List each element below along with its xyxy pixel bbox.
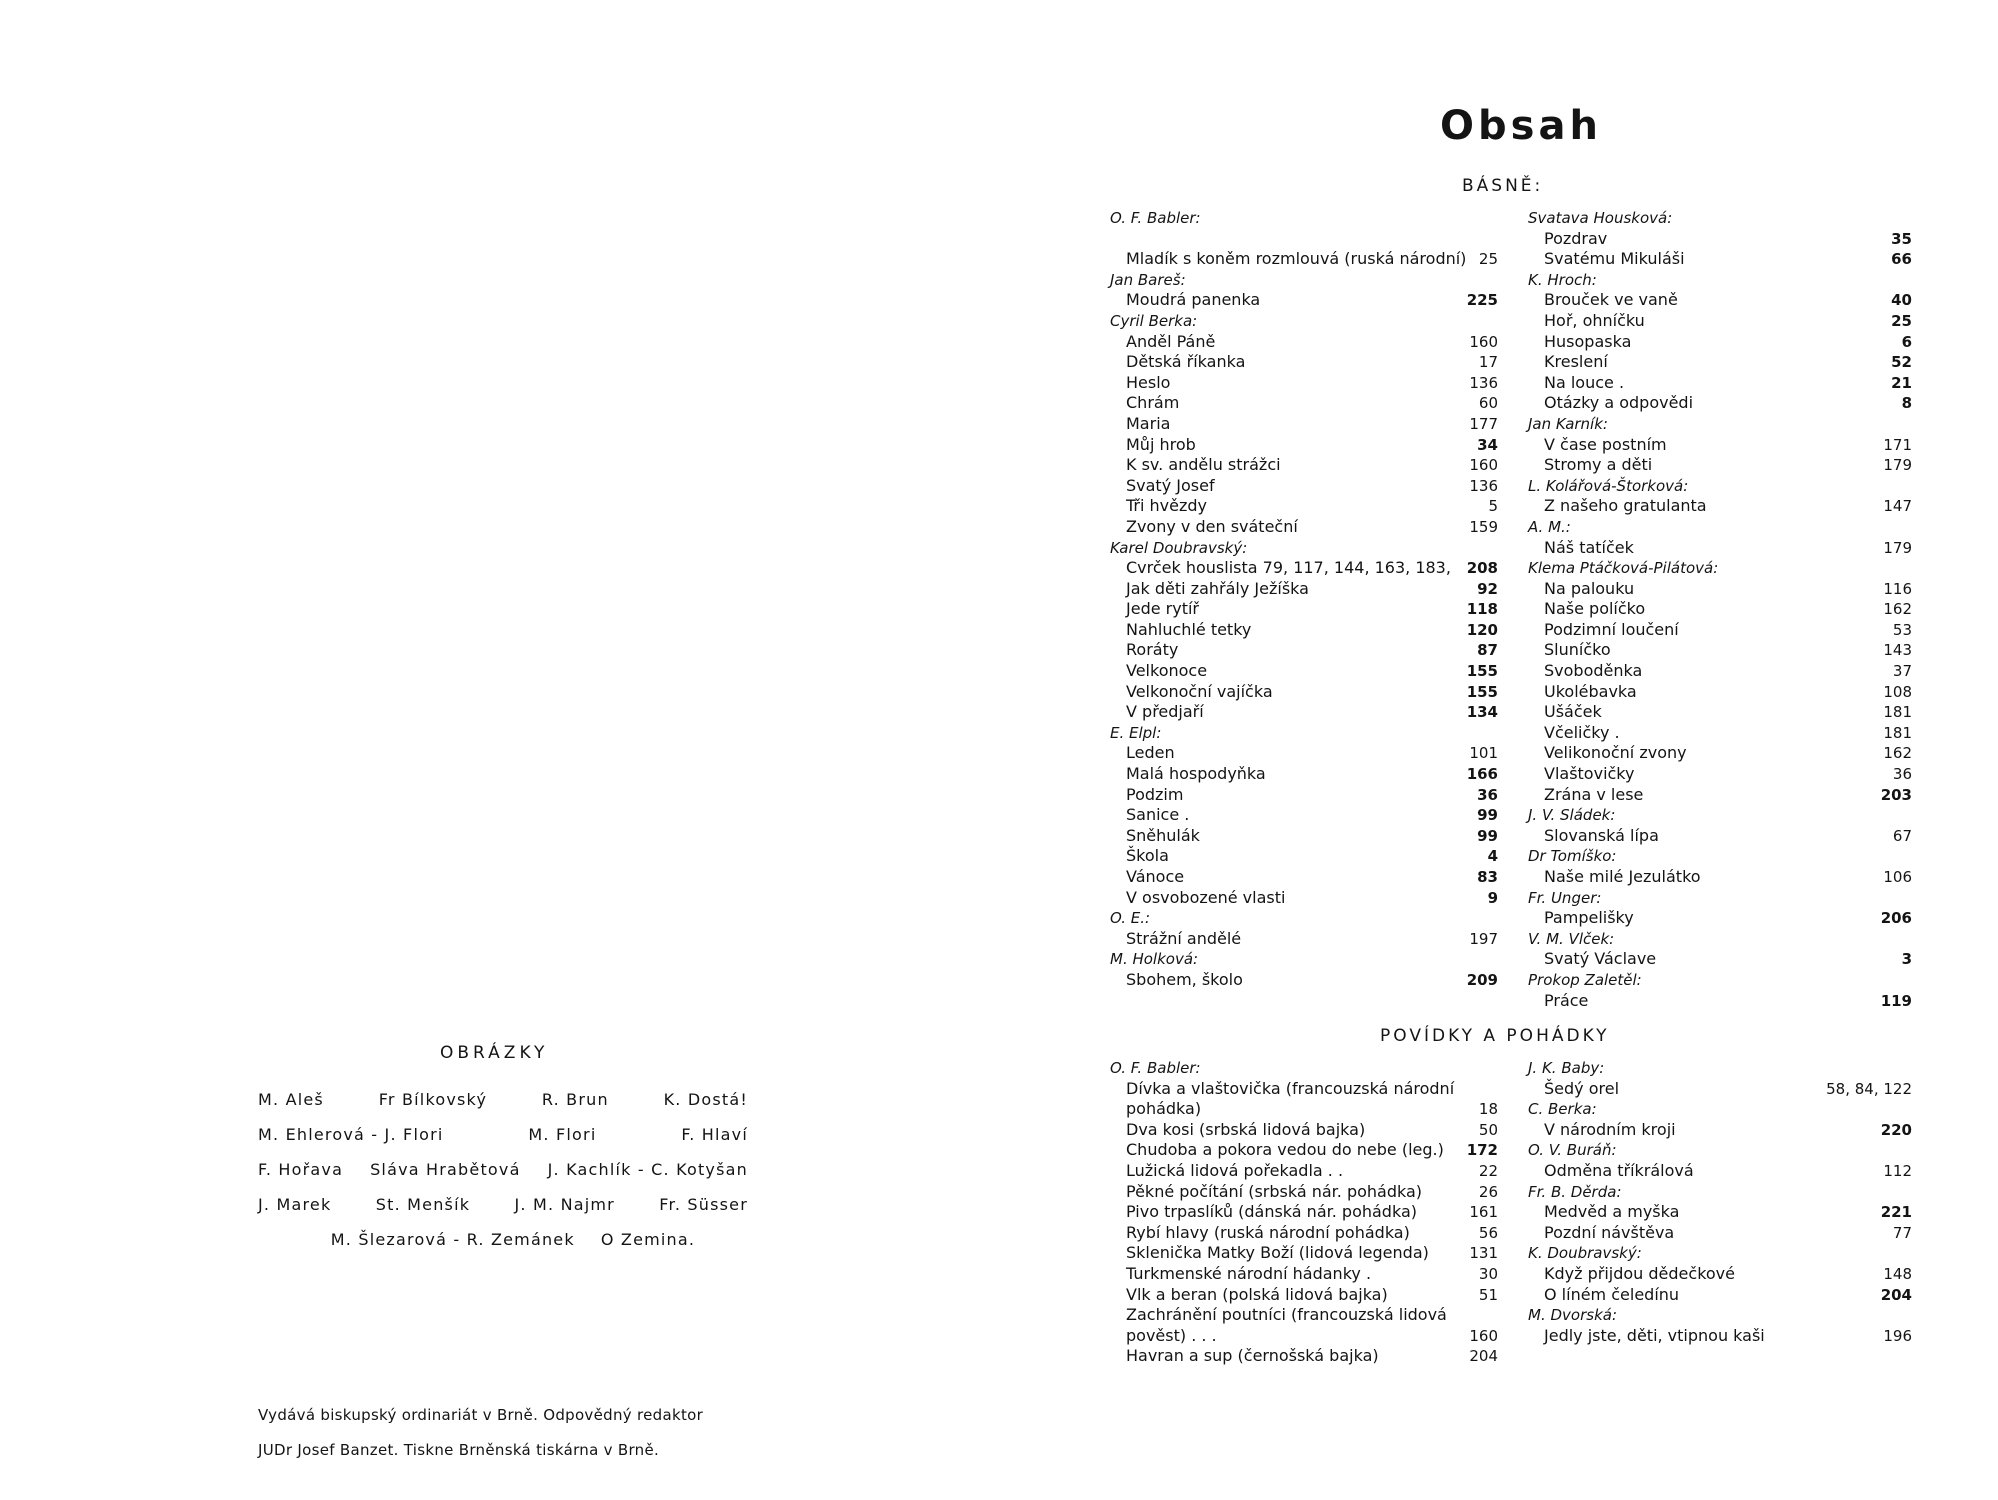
author-name: Fr. B. Děrda: <box>1528 1182 1622 1201</box>
entry-title: Chudoba a pokora vedou do nebe (leg.) <box>1126 1140 1444 1160</box>
entry-title: Vánoce <box>1126 867 1185 886</box>
toc-entry <box>1528 1223 1912 1244</box>
toc-entry <box>1110 1182 1498 1203</box>
entry-title: Vlk a beran (polská lidová bajka) <box>1126 1284 1388 1304</box>
author-name: Cyril Berka: <box>1110 311 1198 330</box>
entry-page: 112 <box>1883 1161 1912 1180</box>
illustrator-name: Fr Bílkovský <box>378 1090 488 1109</box>
entry-title: Pivo trpaslíků (dánská nár. pohádka) <box>1126 1202 1417 1222</box>
illustrator-name: Fr. Süsser <box>659 1195 748 1214</box>
illustrators-row <box>258 1195 748 1230</box>
illustrator-name: O Zemina. <box>600 1230 696 1249</box>
entry-title: Šedý orel <box>1544 1078 1620 1098</box>
entry-page: 25 <box>1891 311 1912 330</box>
illustrator-name: M. Aleš <box>258 1090 324 1109</box>
illustrator-name: F. Hořava <box>258 1160 344 1179</box>
entry-title: O líném čeledínu <box>1544 1284 1680 1304</box>
entry-title: Z našeho gratulanta <box>1544 496 1707 516</box>
entry-page: 40 <box>1891 291 1912 310</box>
imprint-line: JUDr Josef Banzet. Tiskne Brněnská tiskárna v Brně. <box>258 1441 660 1459</box>
toc-entry <box>1528 661 1912 682</box>
illustrator-name: K. Dostá! <box>663 1090 748 1109</box>
entry-page: 3 <box>1901 950 1912 969</box>
entry-title: Svatému Mikuláši <box>1544 249 1685 269</box>
toc-entry <box>1110 702 1498 723</box>
entry-title: Náš tatíček <box>1544 537 1634 557</box>
toc-entry <box>1110 1223 1498 1244</box>
toc-entry <box>1528 1120 1912 1141</box>
author-name: A. M.: <box>1528 517 1571 536</box>
toc-entry <box>1528 702 1912 723</box>
entry-title: Zrána v lese <box>1544 784 1644 804</box>
entry-page: 25 <box>1478 250 1498 269</box>
entry-page: 220 <box>1880 1120 1912 1139</box>
entry-page: 26 <box>1478 1182 1498 1201</box>
illustrator-name: R. Brun <box>541 1090 609 1109</box>
toc-entry <box>1528 908 1912 929</box>
entry-page: 181 <box>1883 703 1912 722</box>
author-name: M. Holková: <box>1110 950 1199 969</box>
toc-entry <box>1528 249 1912 270</box>
toc-entry <box>1528 373 1912 394</box>
toc-entry <box>1110 826 1498 847</box>
toc-entry <box>1528 1264 1912 1285</box>
toc-entry <box>1110 599 1498 620</box>
entry-page: 136 <box>1469 373 1498 392</box>
entry-page: 4 <box>1487 847 1498 866</box>
entry-page: 159 <box>1469 517 1498 536</box>
toc-entry <box>1110 435 1498 456</box>
entry-page: 77 <box>1892 1223 1912 1242</box>
entry-page: 197 <box>1469 929 1498 948</box>
illustrator-name: St. Menšík <box>375 1195 471 1214</box>
toc-entry <box>1110 682 1498 703</box>
entry-page: 143 <box>1883 641 1912 660</box>
entry-title: Heslo <box>1126 372 1171 392</box>
toc-entry <box>1110 1120 1498 1141</box>
entry-page: 66 <box>1891 250 1912 269</box>
toc-entry <box>1528 682 1912 703</box>
illustrator-name: Sláva Hrabětová <box>370 1160 521 1179</box>
entry-page: 131 <box>1469 1244 1498 1263</box>
author-name: J. K. Baby: <box>1528 1059 1605 1077</box>
toc-entry <box>1110 929 1498 950</box>
author-name: K. Doubravský: <box>1528 1244 1642 1263</box>
entry-page: 160 <box>1469 332 1498 351</box>
toc-entry <box>1528 1202 1912 1223</box>
entry-page: 147 <box>1883 497 1912 516</box>
entry-title: Husopaska <box>1544 331 1632 351</box>
entry-page: 171 <box>1883 435 1912 454</box>
entry-page: 148 <box>1883 1264 1912 1283</box>
entry-page: 21 <box>1891 373 1912 392</box>
stories-left-column <box>1110 1058 1498 1367</box>
entry-title: Moudrá panenka <box>1126 290 1261 310</box>
toc-entry <box>1110 229 1498 270</box>
toc-entry <box>1110 414 1498 435</box>
author-name: C. Berka: <box>1528 1100 1597 1119</box>
entry-page: 208 <box>1466 559 1498 578</box>
entry-title: Naše milé Jezulátko <box>1544 867 1701 886</box>
entry-title: Leden <box>1126 743 1175 763</box>
poems-heading: BÁSNĚ: <box>1462 176 1544 196</box>
entry-title: Odměna tříkrálová <box>1544 1160 1694 1180</box>
entry-page: 36 <box>1892 765 1912 784</box>
entry-title: Ušáček <box>1544 702 1602 722</box>
entry-title: Vlaštovičky <box>1544 764 1635 784</box>
author-name: Jan Karník: <box>1528 414 1608 433</box>
toc-entry <box>1110 1161 1498 1182</box>
entry-title: Hoř, ohníčku <box>1544 310 1645 330</box>
entry-page: 17 <box>1478 353 1498 372</box>
imprint-line: Vydává biskupský ordinariát v Brně. Odpovědný redaktor <box>258 1406 704 1424</box>
entry-page: 116 <box>1883 579 1912 598</box>
entry-title: Jede rytíř <box>1126 599 1199 619</box>
entry-page: 99 <box>1477 806 1498 825</box>
entry-title: V čase postním <box>1544 434 1667 454</box>
entry-page: 18 <box>1478 1100 1498 1119</box>
toc-entry <box>1528 455 1912 476</box>
entry-title: Medvěd a myška <box>1544 1202 1680 1222</box>
toc-entry <box>1528 1161 1912 1182</box>
illustrator-name: M. Šlezarová - R. Zemánek <box>330 1230 575 1249</box>
entry-page: 9 <box>1487 888 1498 907</box>
entry-title: Zachránění poutníci (francouzská lidová pověst) . . . <box>1126 1305 1447 1345</box>
entry-page: 108 <box>1883 682 1912 701</box>
entry-title: Pozdní návštěva <box>1544 1222 1675 1242</box>
entry-page: 225 <box>1466 291 1498 310</box>
toc-entry <box>1110 620 1498 641</box>
author-name: Prokop Zaletěl: <box>1528 970 1642 989</box>
entry-page: 35 <box>1891 229 1912 248</box>
entry-title: Dva kosi (srbská lidová bajka) <box>1126 1119 1366 1139</box>
entry-page: 206 <box>1880 909 1912 928</box>
author-name: O. F. Babler: <box>1110 209 1201 227</box>
entry-title: Sklenička Matky Boží (lidová legenda) <box>1126 1243 1429 1263</box>
toc-entry <box>1528 229 1912 250</box>
entry-page: 161 <box>1469 1203 1498 1222</box>
illustrators-row <box>258 1160 748 1195</box>
entry-page: 204 <box>1880 1285 1912 1304</box>
entry-page: 50 <box>1478 1120 1498 1139</box>
entry-page: 119 <box>1880 991 1912 1010</box>
entry-title: Velkonoce <box>1126 661 1208 681</box>
entry-title: Na louce . <box>1544 372 1625 392</box>
illustrations-heading: OBRÁZKY <box>440 1043 549 1063</box>
entry-title: Havran a sup (černošská bajka) <box>1126 1346 1379 1366</box>
entry-title: Slovanská lípa <box>1544 825 1659 845</box>
entry-title: Svatý Josef <box>1126 475 1215 495</box>
illustrators-row <box>258 1125 748 1160</box>
entry-title: Včeličky . <box>1544 722 1620 742</box>
entry-title: Dívka a vlaštovička (francouzská národní pohádka) <box>1126 1078 1455 1119</box>
entry-title: Strážní andělé <box>1126 928 1242 948</box>
author-name: O. E.: <box>1110 909 1151 928</box>
author-name: M. Dvorská: <box>1528 1306 1617 1325</box>
entry-page: 120 <box>1466 620 1498 639</box>
illustrators-list <box>258 1090 748 1265</box>
toc-entry <box>1528 332 1912 353</box>
toc-entry <box>1528 579 1912 600</box>
toc-entry <box>1110 496 1498 517</box>
entry-title: Velikonoční zvony <box>1544 743 1687 763</box>
toc-entry <box>1528 640 1912 661</box>
toc-entry <box>1528 393 1912 414</box>
poems-left-column <box>1110 208 1498 991</box>
illustrator-name: J. Marek <box>258 1195 332 1214</box>
entry-page: 221 <box>1880 1203 1912 1222</box>
entry-title: Podzimní loučení <box>1544 619 1679 639</box>
entry-title: Pozdrav <box>1544 228 1608 248</box>
toc-entry <box>1110 1202 1498 1223</box>
entry-title: Podzim <box>1126 784 1184 804</box>
entry-page: 53 <box>1892 620 1912 639</box>
entry-title: Tři hvězdy <box>1126 496 1208 516</box>
entry-title: Sluníčko <box>1544 640 1611 660</box>
toc-entry <box>1110 640 1498 661</box>
page-title: Obsah <box>1440 103 1602 149</box>
toc-entry <box>1110 373 1498 394</box>
toc-entry <box>1528 991 1912 1012</box>
entry-page: 179 <box>1883 456 1912 475</box>
entry-title: Práce <box>1544 990 1589 1010</box>
entry-title: Svatý Václave <box>1544 949 1657 969</box>
entry-page: 177 <box>1469 414 1498 433</box>
imprint <box>258 1398 703 1468</box>
toc-entry <box>1528 867 1912 888</box>
author-name: Svatava Housková: <box>1528 209 1673 227</box>
entry-title: Cvrček houslista 79, 117, 144, 163, 183, <box>1126 558 1451 578</box>
entry-title: V předjaří <box>1126 702 1204 722</box>
entry-page: 203 <box>1880 785 1912 804</box>
entry-title: Sbohem, školo <box>1126 969 1243 989</box>
illustrators-row <box>258 1090 748 1125</box>
author-name: Fr. Unger: <box>1528 888 1602 907</box>
toc-entry <box>1528 1079 1912 1100</box>
entry-title: Rybí hlavy (ruská národní pohádka) <box>1126 1222 1410 1242</box>
illustrator-name: M. Ehlerová - J. Flori <box>258 1125 444 1144</box>
entry-page: 136 <box>1469 476 1498 495</box>
toc-entry <box>1528 496 1912 517</box>
entry-page: 118 <box>1466 600 1498 619</box>
entry-page: 134 <box>1466 703 1498 722</box>
toc-entry <box>1110 332 1498 353</box>
entry-page: 181 <box>1883 723 1912 742</box>
author-name: Jan Bareš: <box>1110 270 1186 289</box>
entry-title: Maria <box>1126 413 1171 433</box>
toc-entry <box>1110 661 1498 682</box>
toc-entry <box>1528 826 1912 847</box>
illustrator-name: M. Flori <box>528 1125 597 1144</box>
entry-page: 160 <box>1469 456 1498 475</box>
entry-title: Můj hrob <box>1126 434 1196 454</box>
entry-page: 30 <box>1478 1264 1498 1283</box>
entry-page: 5 <box>1488 497 1498 516</box>
author-name: Dr Tomíško: <box>1528 847 1617 866</box>
entry-page: 92 <box>1477 579 1498 598</box>
entry-page: 52 <box>1891 353 1912 372</box>
entry-page: 162 <box>1883 744 1912 763</box>
toc-entry <box>1110 1243 1498 1264</box>
author-name: V. M. Vlček: <box>1528 929 1615 948</box>
entry-title: Anděl Páně <box>1126 331 1216 351</box>
toc-entry <box>1528 723 1912 744</box>
entry-title: Na palouku <box>1544 578 1635 598</box>
toc-entry <box>1528 311 1912 332</box>
toc-entry <box>1528 743 1912 764</box>
illustrator-name: J. Kachlík - C. Kotyšan <box>547 1160 748 1179</box>
toc-entry <box>1110 1305 1498 1346</box>
toc-entry <box>1110 352 1498 373</box>
author-name: Karel Doubravský: <box>1110 538 1248 557</box>
entry-page: 209 <box>1466 970 1498 989</box>
entry-title: V národním kroji <box>1544 1119 1676 1139</box>
toc-entry <box>1110 290 1498 311</box>
entry-page: 34 <box>1477 435 1498 454</box>
stories-heading: POVÍDKY A POHÁDKY <box>1380 1026 1610 1046</box>
entry-title: Pěkné počítání (srbská nár. pohádka) <box>1126 1181 1423 1201</box>
toc-entry <box>1528 599 1912 620</box>
entry-page: 166 <box>1466 765 1498 784</box>
toc-entry <box>1110 805 1498 826</box>
entry-title: Turkmenské národní hádanky . <box>1126 1263 1372 1283</box>
entry-title: Pampelišky <box>1544 908 1634 928</box>
toc-entry <box>1110 517 1498 538</box>
entry-page: 36 <box>1477 785 1498 804</box>
entry-page: 160 <box>1469 1326 1498 1345</box>
entry-title: Svoboděnka <box>1544 661 1643 681</box>
entry-page: 6 <box>1901 332 1912 351</box>
entry-page: 67 <box>1892 826 1912 845</box>
entry-title: Jedly jste, děti, vtipnou kaši <box>1544 1325 1765 1345</box>
toc-entry <box>1110 764 1498 785</box>
illustrator-name: J. M. Najmr <box>514 1195 615 1214</box>
author-name: J. V. Sládek: <box>1528 806 1616 825</box>
toc-entry <box>1528 290 1912 311</box>
right-page <box>1070 0 1998 1500</box>
entry-page: 99 <box>1477 826 1498 845</box>
toc-entry <box>1528 1285 1912 1306</box>
entry-page: 60 <box>1478 394 1498 413</box>
entry-title: Roráty <box>1126 640 1179 660</box>
entry-title: Mladík s koněm rozmlouvá (ruská národní) <box>1126 249 1467 269</box>
illustrators-row <box>258 1230 748 1265</box>
entry-title: Zvony v den sváteční <box>1126 516 1298 536</box>
entry-page: 101 <box>1469 744 1498 763</box>
entry-title: Dětská říkanka <box>1126 352 1246 372</box>
illustrator-name: F. Hlaví <box>681 1125 748 1144</box>
toc-entry <box>1110 579 1498 600</box>
entry-title: Brouček ve vaně <box>1544 290 1678 310</box>
toc-entry <box>1528 1326 1912 1347</box>
entry-title: Nahluchlé tetky <box>1126 619 1252 639</box>
entry-title: Sněhulák <box>1126 825 1200 845</box>
entry-title: Lužická lidová pořekadla . . <box>1126 1160 1344 1180</box>
toc-entry <box>1110 1346 1498 1367</box>
entry-page: 83 <box>1477 868 1498 886</box>
entry-page: 51 <box>1478 1285 1498 1304</box>
toc-entry <box>1528 949 1912 970</box>
author-name: L. Kolářová-Štorková: <box>1528 476 1689 495</box>
toc-entry <box>1110 743 1498 764</box>
toc-entry <box>1528 538 1912 559</box>
toc-entry <box>1110 455 1498 476</box>
entry-title: Naše políčko <box>1544 599 1646 619</box>
toc-entry <box>1110 1079 1498 1120</box>
toc-entry <box>1528 352 1912 373</box>
toc-entry <box>1110 888 1498 909</box>
poems-right-column <box>1528 208 1912 1011</box>
author-name: K. Hroch: <box>1528 270 1597 289</box>
author-name: O. F. Babler: <box>1110 1059 1201 1077</box>
entry-page: 22 <box>1478 1161 1498 1180</box>
entry-title: Jak děti zahřály Ježíška <box>1126 578 1309 598</box>
stories-right-column <box>1528 1058 1912 1346</box>
entry-title: V osvobozené vlasti <box>1126 887 1286 907</box>
entry-page: 8 <box>1901 394 1912 413</box>
author-name: O. V. Buráň: <box>1528 1141 1617 1160</box>
entry-page: 37 <box>1892 662 1912 681</box>
entry-page: 204 <box>1469 1347 1498 1366</box>
entry-page: 162 <box>1883 600 1912 619</box>
entry-title: Ukolébavka <box>1544 681 1637 701</box>
entry-page: 87 <box>1477 641 1498 660</box>
entry-title: Stromy a děti <box>1544 455 1653 475</box>
entry-page: 196 <box>1883 1326 1912 1345</box>
entry-title: Škola <box>1126 846 1169 866</box>
entry-page: 155 <box>1466 682 1498 701</box>
entry-page: 58, 84, 122 <box>1826 1079 1912 1098</box>
entry-title: Chrám <box>1126 393 1180 413</box>
entry-page: 155 <box>1466 662 1498 681</box>
entry-page: 56 <box>1478 1223 1498 1242</box>
toc-entry <box>1110 1285 1498 1306</box>
entry-title: K sv. andělu strážci <box>1126 455 1281 475</box>
toc-entry <box>1110 1140 1498 1161</box>
toc-entry <box>1528 435 1912 456</box>
toc-entry <box>1110 558 1498 579</box>
toc-entry <box>1110 970 1498 991</box>
entry-page: 172 <box>1466 1141 1498 1160</box>
entry-title: Otázky a odpovědi <box>1544 393 1694 413</box>
entry-title: Kreslení <box>1544 352 1608 372</box>
toc-entry <box>1528 620 1912 641</box>
toc-entry <box>1528 785 1912 806</box>
entry-title: Sanice . <box>1126 805 1190 825</box>
entry-title: Když přijdou dědečkové <box>1544 1263 1735 1283</box>
entry-title: Velkonoční vajíčka <box>1126 681 1273 701</box>
entry-page: 106 <box>1883 868 1912 886</box>
entry-page: 179 <box>1883 538 1912 557</box>
toc-entry <box>1110 846 1498 867</box>
author-name: E. Elpl: <box>1110 723 1162 742</box>
toc-entry <box>1110 785 1498 806</box>
toc-entry <box>1110 1264 1498 1285</box>
author-name: Klema Ptáčková-Pilátová: <box>1528 559 1719 578</box>
entry-title: Malá hospodyňka <box>1126 764 1266 784</box>
toc-entry <box>1110 476 1498 497</box>
toc-entry <box>1110 393 1498 414</box>
toc-entry <box>1110 867 1498 888</box>
toc-entry <box>1528 764 1912 785</box>
